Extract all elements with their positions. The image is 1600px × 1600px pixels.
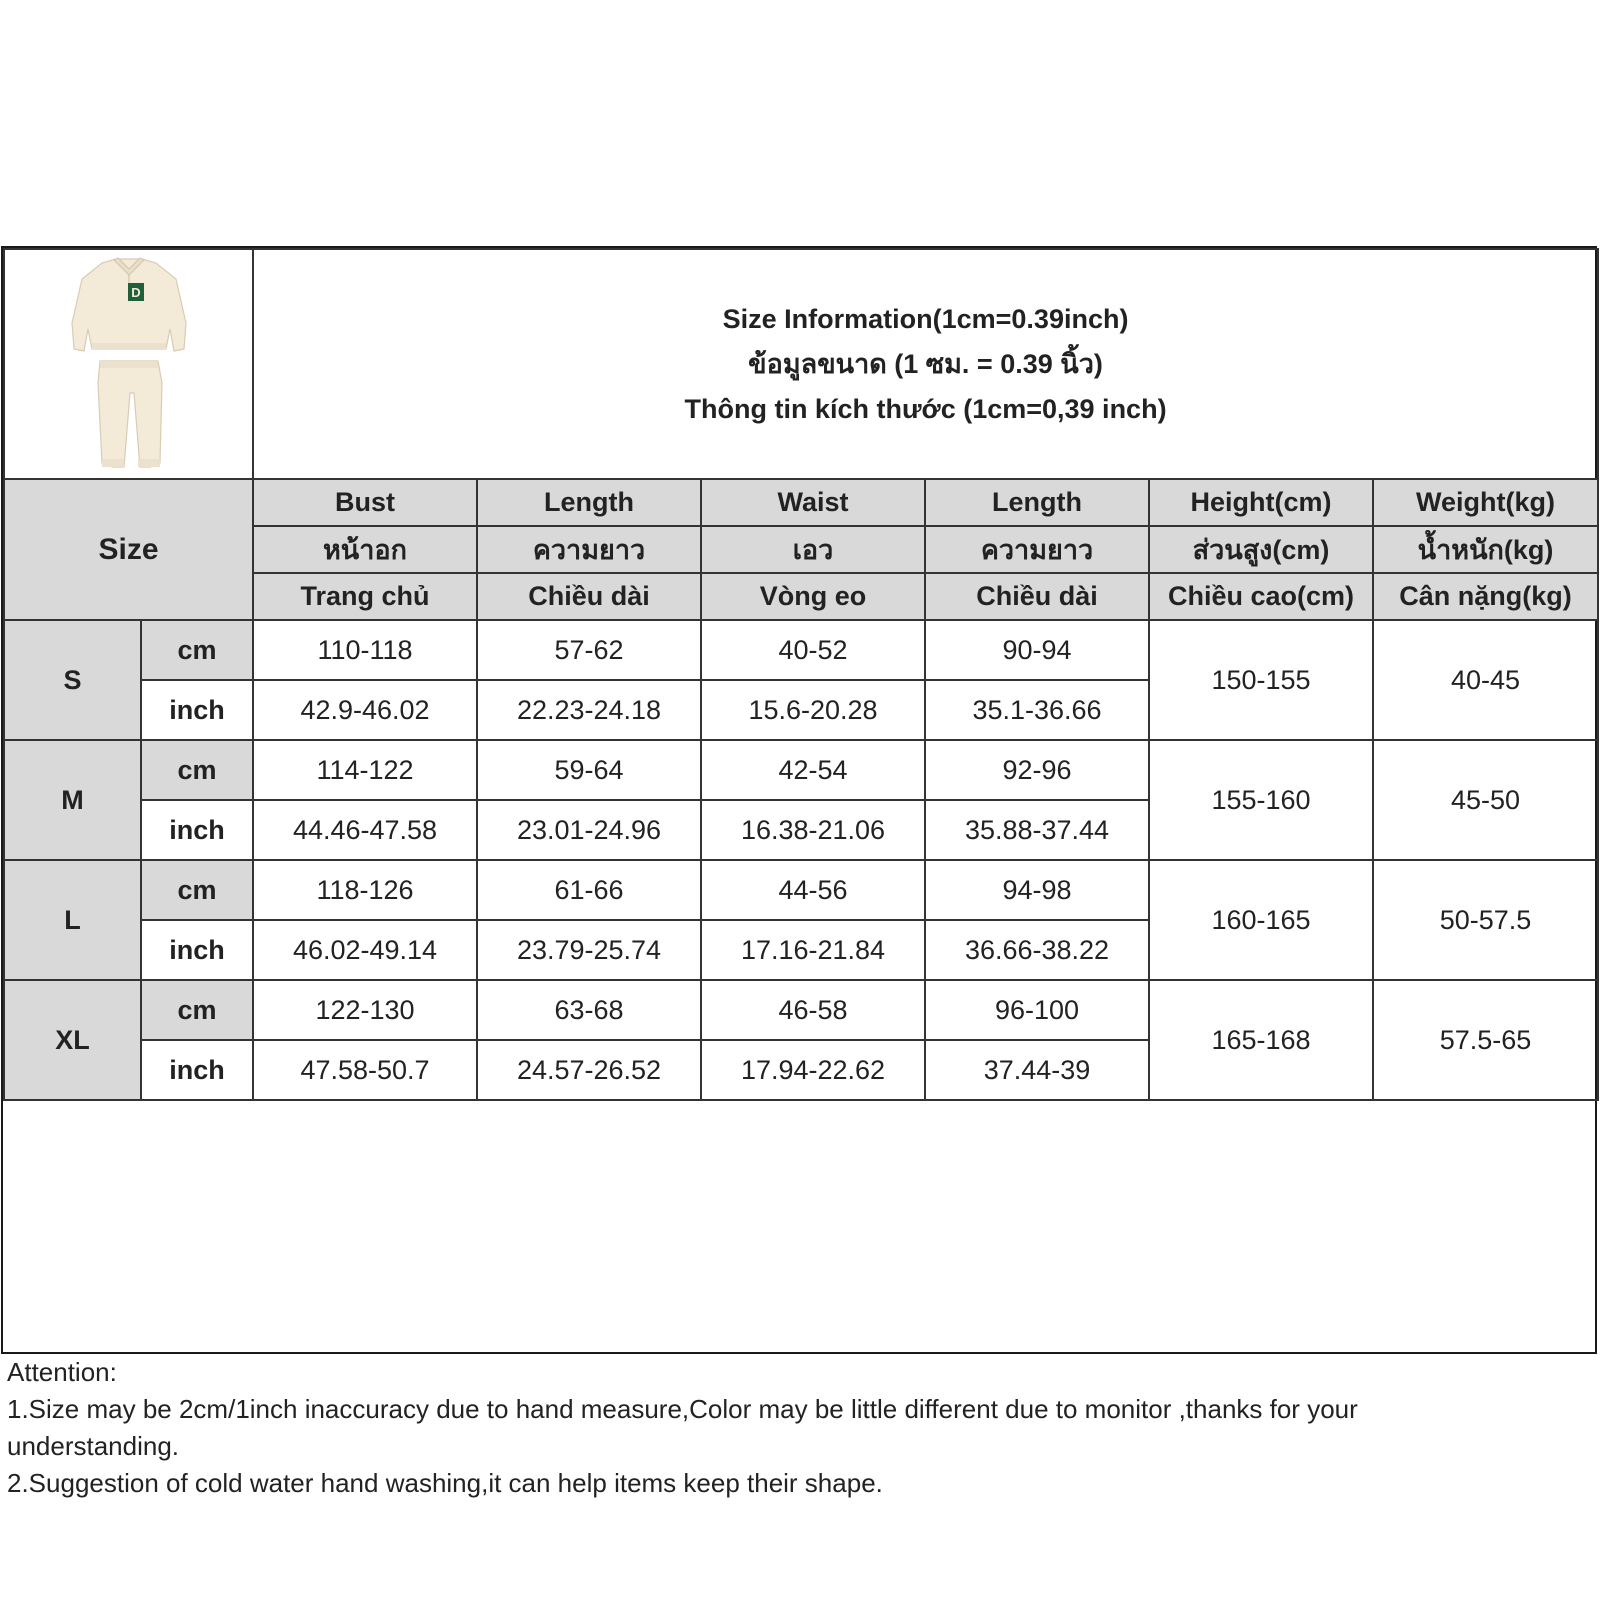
product-image-cell <box>4 249 253 479</box>
height-value: 165-168 <box>1149 980 1373 1100</box>
bust-inch: 47.58-50.7 <box>253 1040 477 1100</box>
table-row <box>4 740 1598 800</box>
bust-inch: 42.9-46.02 <box>253 680 477 740</box>
title-thai: ข้อมูลขนาด (1 ซม. = 0.39 นิ้ว) <box>748 348 1103 379</box>
pants-length-cm: 90-94 <box>925 620 1149 680</box>
header-weight-en: Weight(kg) <box>1373 479 1598 526</box>
bust-cm: 122-130 <box>253 980 477 1040</box>
header-bust-en: Bust <box>253 479 477 526</box>
unit-label: cm <box>141 620 253 680</box>
length-cm: 59-64 <box>477 740 701 800</box>
header-height-th: ส่วนสูง(cm) <box>1149 526 1373 573</box>
bust-cm: 118-126 <box>253 860 477 920</box>
pants-length-inch: 35.1-36.66 <box>925 680 1149 740</box>
bust-inch: 46.02-49.14 <box>253 920 477 980</box>
title-english: Size Information(1cm=0.39inch) <box>722 303 1129 334</box>
title-vietnamese: Thông tin kích thước (1cm=0,39 inch) <box>684 393 1167 424</box>
size-chart-table <box>3 248 1599 1101</box>
table-row <box>4 980 1598 1040</box>
tracksuit-product-icon <box>54 253 204 475</box>
pants-length-cm: 94-98 <box>925 860 1149 920</box>
waist-cm: 44-56 <box>701 860 925 920</box>
header-length-vi: Chiều dài <box>477 573 701 620</box>
size-label: XL <box>4 980 141 1100</box>
waist-inch: 15.6-20.28 <box>701 680 925 740</box>
note-measurement: 1.Size may be 2cm/1inch inaccuracy due to hand measure,Color may be little different due to monitor ,thanks for your <box>7 1394 1358 1424</box>
length-cm: 63-68 <box>477 980 701 1040</box>
size-chart-frame <box>1 246 1597 1498</box>
header-waist-en: Waist <box>701 479 925 526</box>
pants-length-inch: 35.88-37.44 <box>925 800 1149 860</box>
waist-cm: 40-52 <box>701 620 925 680</box>
unit-label: inch <box>141 920 253 980</box>
length-inch: 22.23-24.18 <box>477 680 701 740</box>
height-value: 150-155 <box>1149 620 1373 740</box>
attention-notes <box>7 1354 1587 1502</box>
length-inch: 23.79-25.74 <box>477 920 701 980</box>
length-inch: 24.57-26.52 <box>477 1040 701 1100</box>
header-pants-length-en: Length <box>925 479 1149 526</box>
unit-label: inch <box>141 800 253 860</box>
header-waist-th: เอว <box>701 526 925 573</box>
unit-label: inch <box>141 680 253 740</box>
unit-label: cm <box>141 860 253 920</box>
attention-heading: Attention: <box>7 1357 117 1387</box>
pants-length-cm: 96-100 <box>925 980 1149 1040</box>
weight-value: 45-50 <box>1373 740 1598 860</box>
height-value: 160-165 <box>1149 860 1373 980</box>
header-weight-th: น้ำหนัก(kg) <box>1373 526 1598 573</box>
bust-cm: 110-118 <box>253 620 477 680</box>
length-inch: 23.01-24.96 <box>477 800 701 860</box>
size-label: S <box>4 620 141 740</box>
waist-inch: 17.94-22.62 <box>701 1040 925 1100</box>
header-height-vi: Chiều cao(cm) <box>1149 573 1373 620</box>
unit-label: inch <box>141 1040 253 1100</box>
length-cm: 57-62 <box>477 620 701 680</box>
table-row <box>4 860 1598 920</box>
pants-length-inch: 36.66-38.22 <box>925 920 1149 980</box>
weight-value: 40-45 <box>1373 620 1598 740</box>
waist-inch: 16.38-21.06 <box>701 800 925 860</box>
pants-length-cm: 92-96 <box>925 740 1149 800</box>
header-length-en: Length <box>477 479 701 526</box>
unit-label: cm <box>141 740 253 800</box>
header-bust-th: หน้าอก <box>253 526 477 573</box>
pants-length-inch: 37.44-39 <box>925 1040 1149 1100</box>
svg-text:D: D <box>130 285 141 300</box>
size-label: M <box>4 740 141 860</box>
note-measurement-cont: understanding. <box>7 1431 180 1461</box>
header-waist-vi: Vòng eo <box>701 573 925 620</box>
size-header: Size <box>4 479 253 620</box>
waist-cm: 42-54 <box>701 740 925 800</box>
waist-cm: 46-58 <box>701 980 925 1040</box>
weight-value: 57.5-65 <box>1373 980 1598 1100</box>
header-pants-length-th: ความยาว <box>925 526 1149 573</box>
header-height-en: Height(cm) <box>1149 479 1373 526</box>
height-value: 155-160 <box>1149 740 1373 860</box>
bust-inch: 44.46-47.58 <box>253 800 477 860</box>
header-weight-vi: Cân nặng(kg) <box>1373 573 1598 620</box>
header-bust-vi: Trang chủ <box>253 573 477 620</box>
waist-inch: 17.16-21.84 <box>701 920 925 980</box>
weight-value: 50-57.5 <box>1373 860 1598 980</box>
length-cm: 61-66 <box>477 860 701 920</box>
table-row <box>4 620 1598 680</box>
bust-cm: 114-122 <box>253 740 477 800</box>
size-label: L <box>4 860 141 980</box>
unit-label: cm <box>141 980 253 1040</box>
header-length-th: ความยาว <box>477 526 701 573</box>
header-pants-length-vi: Chiều dài <box>925 573 1149 620</box>
note-washing: 2.Suggestion of cold water hand washing,it can help items keep their shape. <box>7 1468 883 1498</box>
size-info-title <box>253 249 1598 479</box>
